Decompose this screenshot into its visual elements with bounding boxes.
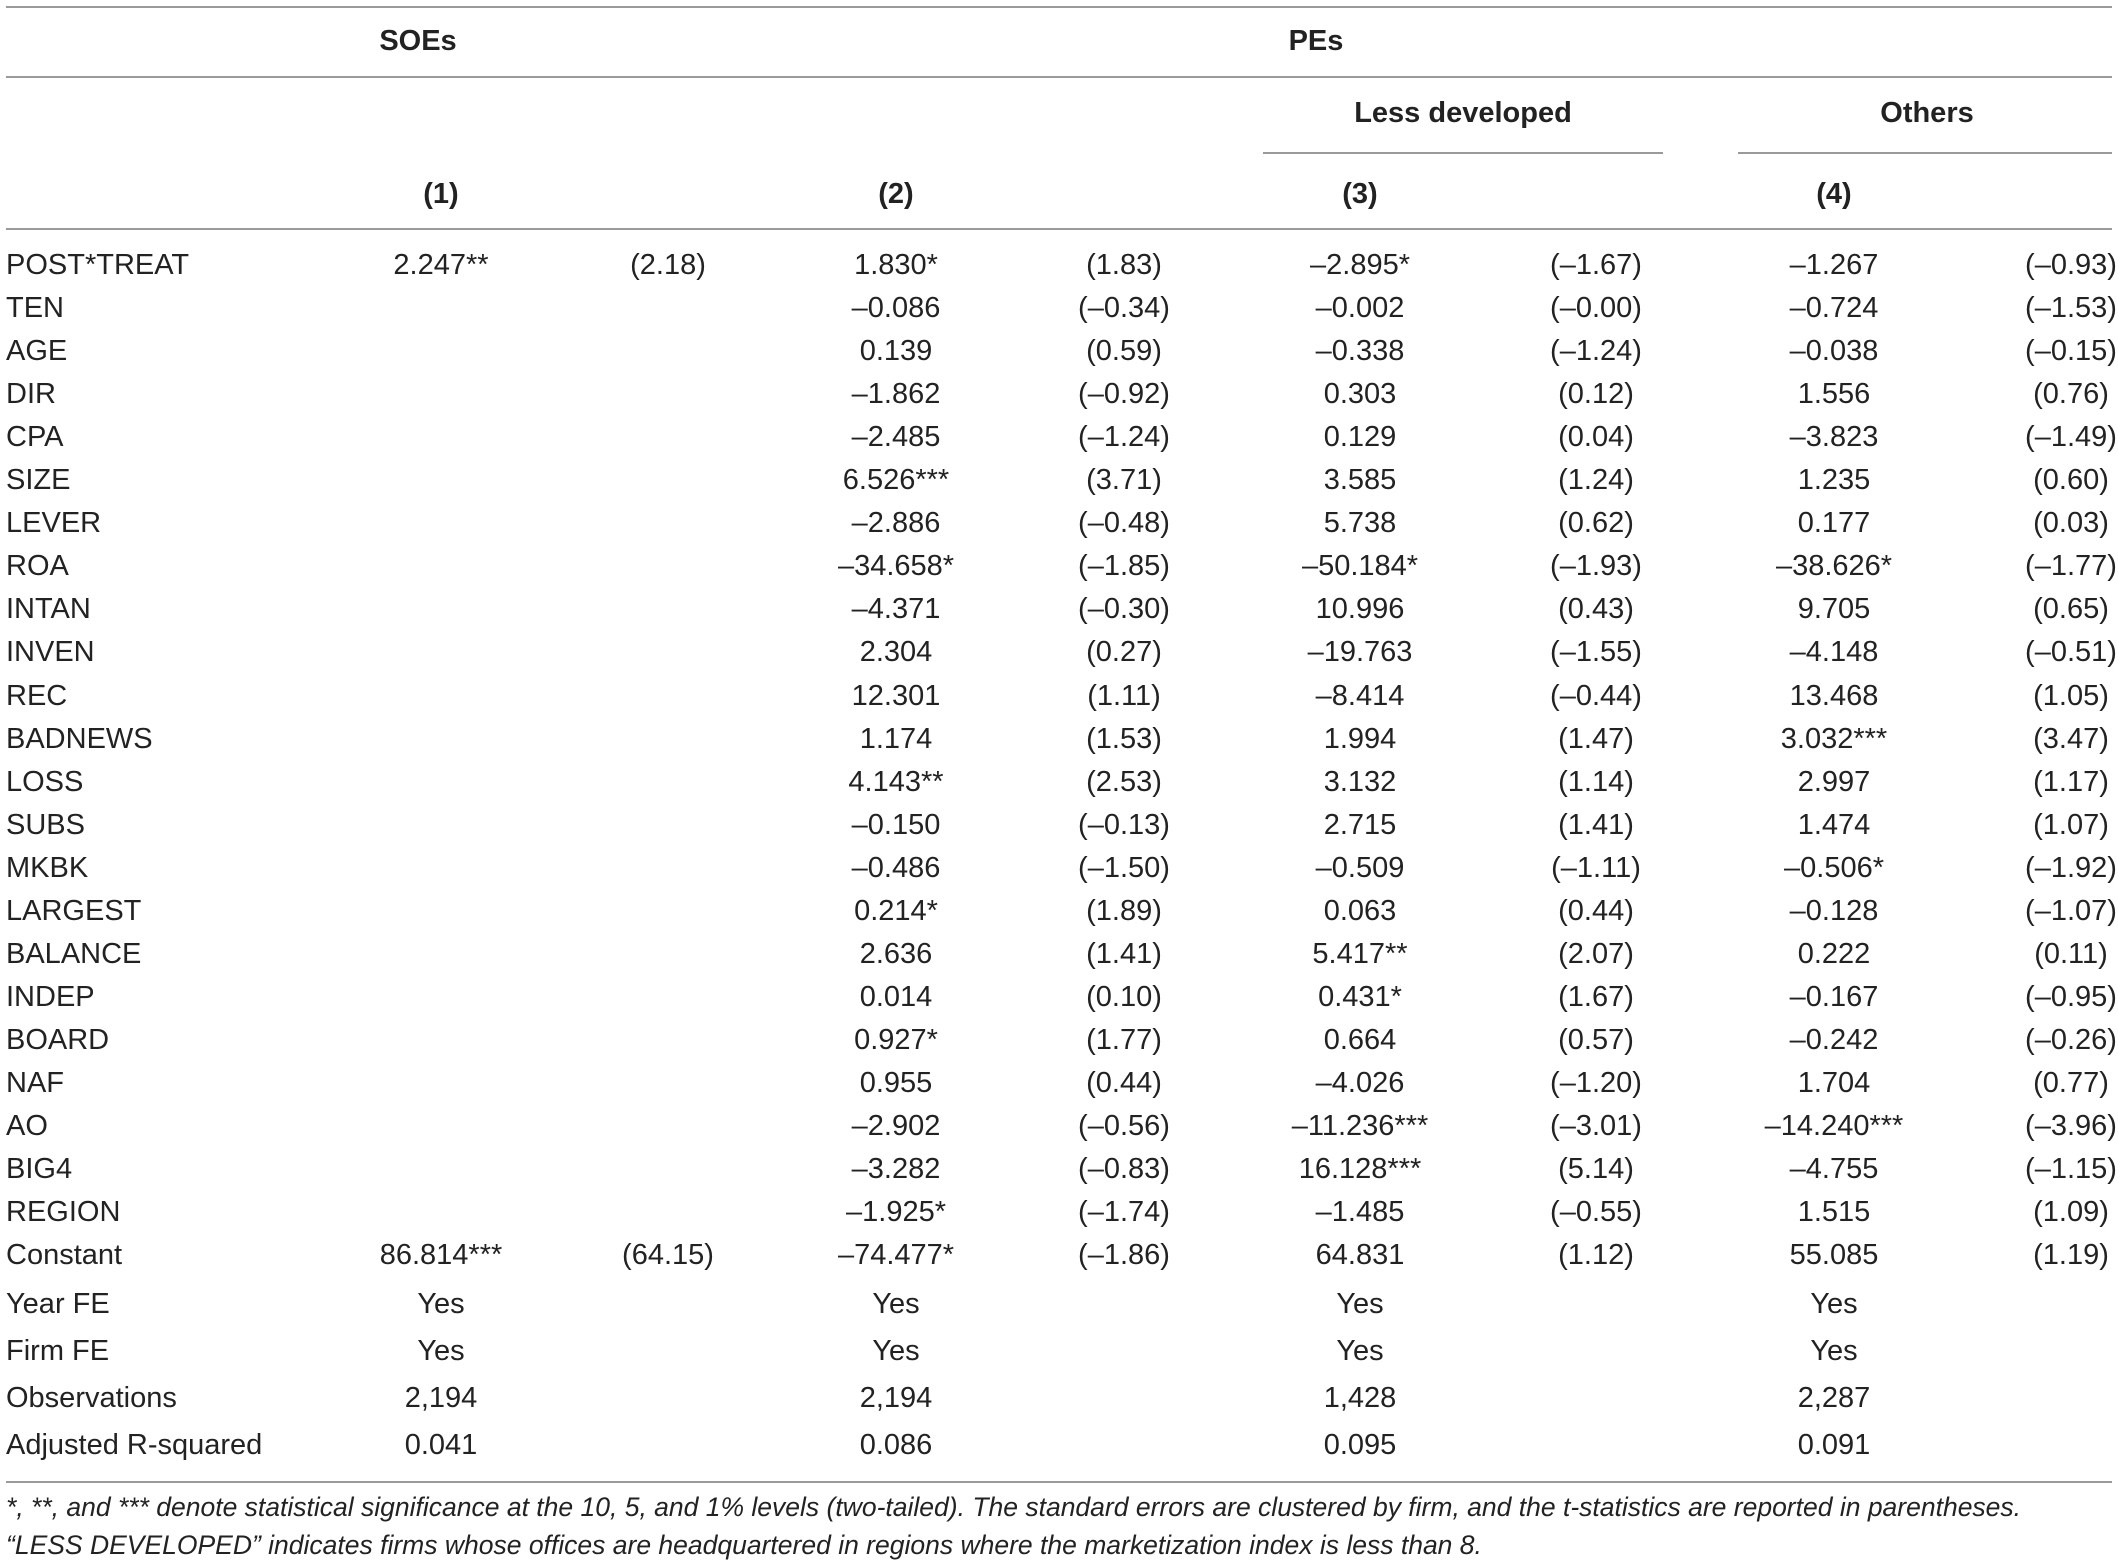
coefficient-cell: 2.247**	[393, 249, 489, 281]
group-header-rule	[6, 76, 2112, 78]
t-stat-cell: (0.44)	[1558, 895, 1634, 927]
footer-value-cell: 0.041	[404, 1429, 478, 1461]
coefficient-cell: –0.486	[851, 852, 941, 884]
coefficient-cell: –3.282	[851, 1153, 941, 1185]
t-stat-cell: (1.17)	[2033, 766, 2109, 798]
coefficient-cell: –0.150	[851, 809, 941, 841]
footer-value-cell: 2,287	[1797, 1382, 1871, 1414]
coefficient-cell: –11.236***	[1291, 1110, 1429, 1142]
coefficient-cell: 1.830*	[854, 249, 938, 281]
t-stat-cell: (1.05)	[2033, 680, 2109, 712]
coefficient-cell: 2.715	[1323, 809, 1397, 841]
t-stat-cell: (–1.85)	[1078, 550, 1170, 582]
t-stat-cell: (0.57)	[1558, 1024, 1634, 1056]
t-stat-cell: (–1.20)	[1550, 1067, 1642, 1099]
footer-value-cell: Yes	[1810, 1288, 1858, 1320]
coefficient-cell: –2.895*	[1310, 249, 1410, 281]
coefficient-cell: –19.763	[1307, 636, 1413, 668]
t-stat-cell: (–1.93)	[1550, 550, 1642, 582]
row-label: Constant	[6, 1239, 123, 1271]
t-stat-cell: (0.76)	[2033, 378, 2109, 410]
t-stat-cell: (1.41)	[1086, 938, 1162, 970]
t-stat-cell: (–0.51)	[2025, 636, 2117, 668]
coefficient-cell: 0.955	[859, 1067, 933, 1099]
coefficient-cell: 5.738	[1323, 507, 1397, 539]
row-label: MKBK	[6, 852, 89, 884]
header-col4: (4)	[1816, 178, 1852, 210]
footer-value-cell: Yes	[417, 1288, 465, 1320]
coefficient-cell: 0.214*	[854, 895, 938, 927]
coefficient-cell: 1.235	[1797, 464, 1871, 496]
coefficient-cell: 86.814***	[379, 1239, 503, 1271]
t-stat-cell: (–0.83)	[1078, 1153, 1170, 1185]
coefficient-cell: –14.240***	[1764, 1110, 1904, 1142]
coefficient-cell: 64.831	[1315, 1239, 1405, 1271]
t-stat-cell: (–0.15)	[2025, 335, 2117, 367]
t-stat-cell: (1.47)	[1558, 723, 1634, 755]
coefficient-cell: 0.927*	[854, 1024, 938, 1056]
t-stat-cell: (1.09)	[2033, 1196, 2109, 1228]
coefficient-cell: –2.485	[851, 421, 941, 453]
table-note-less-developed: “LESS DEVELOPED” indicates firms whose offices are headquartered in regions where the marketization index is less than 8.	[6, 1530, 1482, 1560]
t-stat-cell: (0.60)	[2033, 464, 2109, 496]
t-stat-cell: (–1.15)	[2025, 1153, 2117, 1185]
t-stat-cell: (0.65)	[2033, 593, 2109, 625]
row-label: NAF	[6, 1067, 64, 1099]
coefficient-cell: 0.431*	[1318, 981, 1402, 1013]
t-stat-cell: (1.83)	[1086, 249, 1162, 281]
t-stat-cell: (3.71)	[1086, 464, 1162, 496]
coefficient-cell: –0.038	[1789, 335, 1879, 367]
coefficient-cell: 2.636	[859, 938, 933, 970]
footer-value-cell: 2,194	[404, 1382, 478, 1414]
coefficient-cell: –0.086	[851, 292, 941, 324]
t-stat-cell: (1.19)	[2033, 1239, 2109, 1271]
t-stat-cell: (–1.49)	[2025, 421, 2117, 453]
t-stat-cell: (–1.67)	[1550, 249, 1642, 281]
t-stat-cell: (–3.96)	[2025, 1110, 2117, 1142]
coefficient-cell: –0.128	[1789, 895, 1879, 927]
footer-value-cell: 1,428	[1323, 1382, 1397, 1414]
coefficient-cell: –3.823	[1789, 421, 1879, 453]
t-stat-cell: (0.27)	[1086, 636, 1162, 668]
t-stat-cell: (–1.74)	[1078, 1196, 1170, 1228]
t-stat-cell: (–1.11)	[1551, 852, 1641, 884]
t-stat-cell: (–1.07)	[2025, 895, 2117, 927]
t-stat-cell: (0.44)	[1086, 1067, 1162, 1099]
t-stat-cell: (1.77)	[1086, 1024, 1162, 1056]
coefficient-cell: –0.002	[1315, 292, 1405, 324]
coefficient-cell: 0.222	[1797, 938, 1871, 970]
row-label: SIZE	[6, 464, 71, 496]
row-label: CPA	[6, 421, 64, 453]
header-col3: (3)	[1342, 178, 1378, 210]
t-stat-cell: (2.18)	[630, 249, 706, 281]
coefficient-cell: –1.485	[1315, 1196, 1405, 1228]
t-stat-cell: (–1.77)	[2025, 550, 2117, 582]
coefficient-cell: 9.705	[1797, 593, 1871, 625]
coefficient-cell: 3.585	[1323, 464, 1397, 496]
less-developed-underline	[1263, 152, 1663, 154]
coefficient-cell: 5.417**	[1312, 938, 1408, 970]
coefficient-cell: 1.174	[859, 723, 933, 755]
row-label: REGION	[6, 1196, 121, 1228]
t-stat-cell: (1.11)	[1087, 680, 1161, 712]
row-label: SUBS	[6, 809, 85, 841]
footer-value-cell: Yes	[1336, 1288, 1384, 1320]
coefficient-cell: –0.242	[1789, 1024, 1879, 1056]
t-stat-cell: (1.14)	[1558, 766, 1634, 798]
t-stat-cell: (0.04)	[1558, 421, 1634, 453]
t-stat-cell: (0.77)	[2033, 1067, 2109, 1099]
coefficient-cell: 16.128***	[1298, 1153, 1422, 1185]
row-label: ROA	[6, 550, 69, 582]
t-stat-cell: (2.53)	[1086, 766, 1162, 798]
footer-value-cell: Yes	[872, 1335, 920, 1367]
coefficient-cell: 10.996	[1315, 593, 1405, 625]
row-label: LARGEST	[6, 895, 142, 927]
t-stat-cell: (–1.86)	[1078, 1239, 1170, 1271]
t-stat-cell: (–0.56)	[1078, 1110, 1170, 1142]
t-stat-cell: (–0.30)	[1078, 593, 1170, 625]
row-label: AO	[6, 1110, 48, 1142]
coefficient-cell: 3.032***	[1780, 723, 1888, 755]
coefficient-cell: –38.626*	[1775, 550, 1893, 582]
row-label: AGE	[6, 335, 68, 367]
t-stat-cell: (–1.53)	[2025, 292, 2117, 324]
coefficient-cell: 55.085	[1789, 1239, 1879, 1271]
coefficient-cell: –2.886	[851, 507, 941, 539]
row-label: BOARD	[6, 1024, 110, 1056]
header-pes: PEs	[1288, 25, 1344, 57]
coefficient-cell: 1.474	[1797, 809, 1871, 841]
row-label: BALANCE	[6, 938, 142, 970]
header-bottom-rule	[6, 228, 2112, 230]
t-stat-cell: (5.14)	[1558, 1153, 1634, 1185]
t-stat-cell: (–1.55)	[1550, 636, 1642, 668]
t-stat-cell: (64.15)	[622, 1239, 714, 1271]
row-label: LOSS	[6, 766, 84, 798]
coefficient-cell: –1.862	[851, 378, 941, 410]
coefficient-cell: 1.556	[1797, 378, 1871, 410]
coefficient-cell: 1.515	[1797, 1196, 1871, 1228]
coefficient-cell: 0.177	[1797, 507, 1871, 539]
coefficient-cell: –0.506*	[1784, 852, 1884, 884]
coefficient-cell: 4.143**	[848, 766, 944, 798]
t-stat-cell: (–3.01)	[1550, 1110, 1642, 1142]
t-stat-cell: (–1.50)	[1078, 852, 1170, 884]
table-note-significance: *, **, and *** denote statistical significance at the 10, 5, and 1% levels (two-tailed). The standard errors are clustered by firm, and the t-statistics are reported in parentheses.	[6, 1492, 2022, 1522]
t-stat-cell: (1.07)	[2033, 809, 2109, 841]
footer-value-cell: 2,194	[859, 1382, 933, 1414]
t-stat-cell: (–0.93)	[2025, 249, 2117, 281]
t-stat-cell: (3.47)	[2033, 723, 2109, 755]
t-stat-cell: (0.59)	[1086, 335, 1162, 367]
coefficient-cell: 1.994	[1323, 723, 1397, 755]
coefficient-cell: 0.063	[1323, 895, 1397, 927]
others-underline	[1738, 152, 2112, 154]
coefficient-cell: –34.658*	[837, 550, 955, 582]
coefficient-cell: –0.724	[1789, 292, 1879, 324]
t-stat-cell: (–0.92)	[1078, 378, 1170, 410]
coefficient-cell: 0.139	[859, 335, 933, 367]
t-stat-cell: (–1.24)	[1550, 335, 1642, 367]
t-stat-cell: (0.62)	[1558, 507, 1634, 539]
table-bottom-rule	[6, 1481, 2112, 1483]
coefficient-cell: –1.925*	[846, 1196, 946, 1228]
t-stat-cell: (1.24)	[1558, 464, 1634, 496]
t-stat-cell: (2.07)	[1558, 938, 1634, 970]
t-stat-cell: (–1.24)	[1078, 421, 1170, 453]
t-stat-cell: (0.11)	[2034, 938, 2108, 970]
coefficient-cell: 6.526***	[842, 464, 950, 496]
t-stat-cell: (–0.00)	[1550, 292, 1642, 324]
coefficient-cell: –4.026	[1315, 1067, 1405, 1099]
t-stat-cell: (–1.92)	[2025, 852, 2117, 884]
footer-value-cell: 0.086	[859, 1429, 933, 1461]
coefficient-cell: 13.468	[1789, 680, 1879, 712]
coefficient-cell: 2.997	[1797, 766, 1871, 798]
footer-row-label: Year FE	[6, 1288, 110, 1320]
coefficient-cell: 3.132	[1323, 766, 1397, 798]
row-label: LEVER	[6, 507, 102, 539]
coefficient-cell: 0.303	[1323, 378, 1397, 410]
coefficient-cell: –4.755	[1789, 1153, 1879, 1185]
coefficient-cell: –0.338	[1315, 335, 1405, 367]
t-stat-cell: (1.67)	[1558, 981, 1634, 1013]
t-stat-cell: (–0.55)	[1550, 1196, 1642, 1228]
coefficient-cell: –4.371	[851, 593, 941, 625]
footer-value-cell: Yes	[1336, 1335, 1384, 1367]
t-stat-cell: (–0.26)	[2025, 1024, 2117, 1056]
t-stat-cell: (1.89)	[1086, 895, 1162, 927]
row-label: POST*TREAT	[6, 249, 190, 281]
footer-value-cell: 0.091	[1797, 1429, 1871, 1461]
coefficient-cell: –1.267	[1789, 249, 1879, 281]
t-stat-cell: (1.41)	[1558, 809, 1634, 841]
table-top-rule	[6, 6, 2112, 8]
t-stat-cell: (–0.48)	[1078, 507, 1170, 539]
row-label: INTAN	[6, 593, 91, 625]
header-col2: (2)	[878, 178, 914, 210]
t-stat-cell: (–0.95)	[2025, 981, 2117, 1013]
coefficient-cell: 0.664	[1323, 1024, 1397, 1056]
t-stat-cell: (0.10)	[1086, 981, 1162, 1013]
coefficient-cell: –0.167	[1789, 981, 1879, 1013]
footer-row-label: Firm FE	[6, 1335, 110, 1367]
row-label: INDEP	[6, 981, 95, 1013]
t-stat-cell: (1.53)	[1086, 723, 1162, 755]
t-stat-cell: (0.03)	[2033, 507, 2109, 539]
footer-value-cell: Yes	[1810, 1335, 1858, 1367]
coefficient-cell: 2.304	[859, 636, 933, 668]
footer-value-cell: 0.095	[1323, 1429, 1397, 1461]
coefficient-cell: –0.509	[1315, 852, 1405, 884]
coefficient-cell: –74.477*	[837, 1239, 955, 1271]
header-others: Others	[1880, 97, 1974, 129]
header-less-developed: Less developed	[1354, 97, 1572, 129]
t-stat-cell: (–0.44)	[1550, 680, 1642, 712]
row-label: INVEN	[6, 636, 95, 668]
header-soes: SOEs	[379, 25, 457, 57]
coefficient-cell: 1.704	[1797, 1067, 1871, 1099]
t-stat-cell: (0.12)	[1558, 378, 1634, 410]
row-label: BIG4	[6, 1153, 73, 1185]
coefficient-cell: 0.014	[859, 981, 933, 1013]
coefficient-cell: –4.148	[1789, 636, 1879, 668]
row-label: BADNEWS	[6, 723, 153, 755]
t-stat-cell: (–0.13)	[1078, 809, 1170, 841]
coefficient-cell: –2.902	[851, 1110, 941, 1142]
coefficient-cell: 12.301	[851, 680, 941, 712]
t-stat-cell: (1.12)	[1558, 1239, 1634, 1271]
row-label: TEN	[6, 292, 64, 324]
header-col1: (1)	[423, 178, 459, 210]
coefficient-cell: –50.184*	[1301, 550, 1419, 582]
row-label: REC	[6, 680, 68, 712]
footer-row-label: Adjusted R-squared	[6, 1429, 263, 1461]
footer-row-label: Observations	[6, 1382, 177, 1414]
coefficient-cell: –8.414	[1315, 680, 1405, 712]
t-stat-cell: (–0.34)	[1078, 292, 1170, 324]
t-stat-cell: (0.43)	[1558, 593, 1634, 625]
footer-value-cell: Yes	[417, 1335, 465, 1367]
row-label: DIR	[6, 378, 56, 410]
footer-value-cell: Yes	[872, 1288, 920, 1320]
coefficient-cell: 0.129	[1323, 421, 1397, 453]
